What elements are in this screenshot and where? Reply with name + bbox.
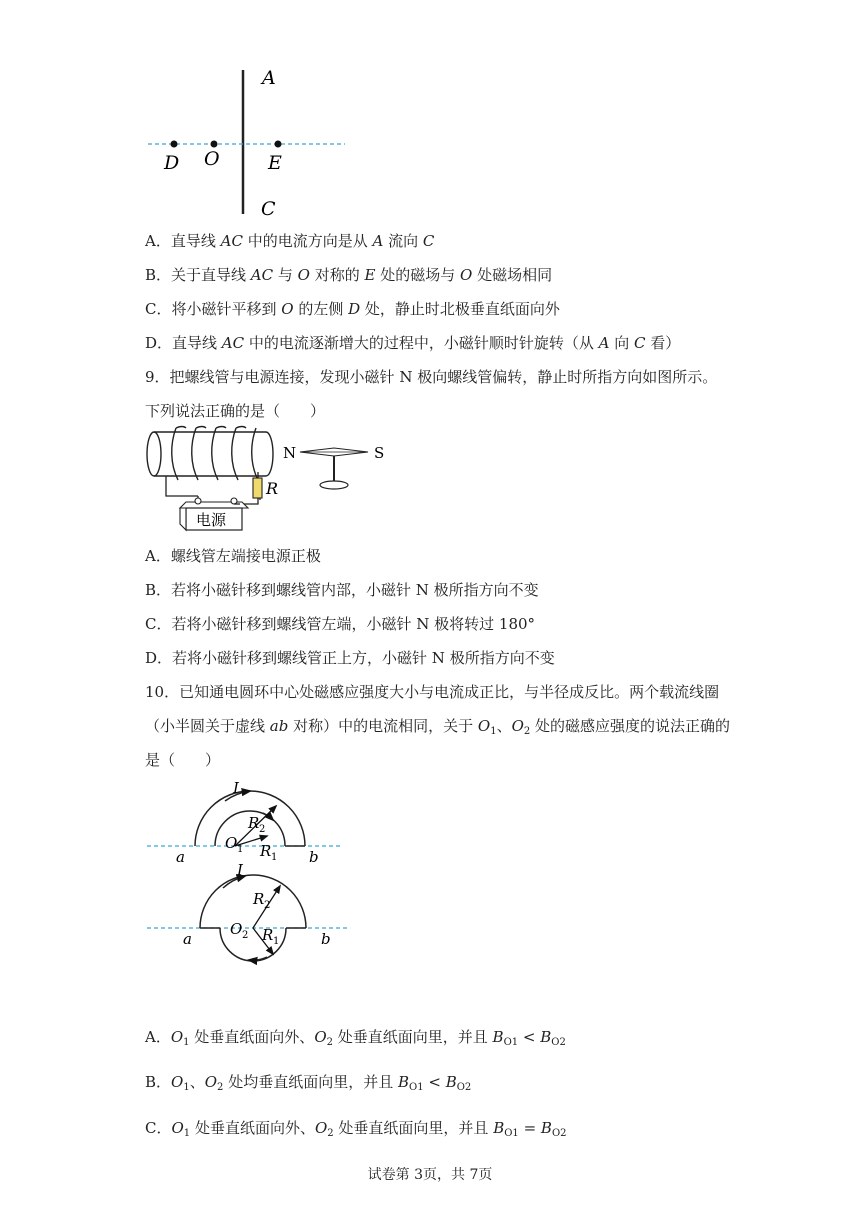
coils-diagram — [145, 776, 355, 976]
svg-text:O: O — [225, 834, 238, 852]
label-S: S — [374, 444, 385, 462]
point-O — [211, 141, 218, 148]
q9-stem-line2: 下列说法正确的是（ ） — [145, 402, 326, 420]
wire-diagram — [140, 62, 360, 222]
q10-a-formula: $B_{O1} < B_{O2}$ — [492, 1028, 566, 1048]
label-E: E — [268, 152, 282, 174]
q10-option-a: A．$O_1$ 处垂直纸面向外、$O_2$ 处垂直纸面向里，并且 $B_{O1} < B_{O2}$ — [145, 1028, 566, 1048]
power-supply-label: 电源 — [196, 511, 227, 529]
svg-text:2: 2 — [242, 930, 249, 941]
q9-option-c: C．若将小磁针移到螺线管左端，小磁针 N 极将转过 180° — [145, 615, 536, 633]
terminal-left — [195, 498, 201, 504]
svg-text:O: O — [230, 920, 243, 938]
solenoid-coils — [172, 427, 258, 481]
label-C: C — [261, 198, 276, 220]
svg-text:I: I — [237, 861, 243, 879]
q10-stem-line2: （小半圆关于虚线 ab 对称）中的电流相同，关于 $O_1$、$O_2$ 处的磁感应强度的说法正确的 — [145, 717, 731, 737]
svg-text:R: R — [262, 926, 274, 944]
q9-option-d: D．若将小磁针移到螺线管正上方，小磁针 N 极所指方向不变 — [145, 649, 555, 667]
terminal-right — [231, 498, 237, 504]
svg-text:1: 1 — [273, 936, 280, 947]
svg-text:I: I — [233, 779, 239, 797]
q10-option-b: B．$O_1$、$O_2$ 处均垂直纸面向里，并且 $B_{O1} < B_{O2}$ — [145, 1073, 472, 1093]
q10-stem-line3: 是（ ） — [145, 751, 221, 769]
label-R: R — [266, 479, 279, 498]
svg-text:a: a — [176, 848, 185, 866]
svg-text:b: b — [321, 930, 331, 948]
q9-option-b: B．若将小磁针移到螺线管内部，小磁针 N 极所指方向不变 — [145, 581, 539, 599]
point-D — [171, 141, 178, 148]
label-D: D — [164, 152, 180, 174]
q8-option-b: B．关于直导线 AC 与 O 对称的 E 处的磁场与 O 处磁场相同 — [145, 266, 553, 284]
point-E — [275, 141, 282, 148]
svg-text:a: a — [183, 930, 192, 948]
svg-text:1: 1 — [237, 844, 244, 855]
svg-text:R: R — [253, 890, 265, 908]
svg-text:R: R — [260, 842, 272, 860]
svg-text:2: 2 — [259, 824, 266, 835]
q8-option-c: C．将小磁针平移到 O 的左侧 D 处，静止时北极垂直纸面向外 — [145, 300, 560, 318]
compass-base — [320, 481, 348, 489]
label-O: O — [204, 148, 220, 170]
label-N: N — [283, 444, 297, 462]
q8-option-a: A．直导线 AC 中的电流方向是从 A 流向 C — [145, 232, 435, 250]
svg-text:2: 2 — [264, 900, 271, 911]
q10-stem-line1: 10．已知通电圆环中心处磁感应强度大小与电流成正比，与半径成反比。两个载流线圈 — [145, 683, 720, 701]
q9-option-a: A．螺线管左端接电源正极 — [145, 547, 321, 565]
q10-c-formula: $B_{O1} = B_{O2}$ — [493, 1119, 567, 1139]
resistor — [253, 478, 262, 498]
page-footer: 试卷第 3页，共 7页 — [367, 1167, 493, 1183]
power-supply-top — [180, 502, 248, 508]
q9-stem-line1: 9．把螺线管与电源连接，发现小磁针 N 极向螺线管偏转，静止时所指方向如图所示。 — [145, 368, 718, 386]
label-A: A — [262, 67, 276, 89]
circuit-wire-left — [166, 476, 198, 496]
solenoid-right-end — [266, 432, 273, 476]
svg-text:R: R — [248, 814, 260, 832]
q10-option-c: C．$O_1$ 处垂直纸面向外、$O_2$ 处垂直纸面向里，并且 $B_{O1} = B_{O2}$ — [145, 1119, 567, 1139]
q8-option-d: D．直导线 AC 中的电流逐渐增大的过程中，小磁针顺时针旋转（从 A 向 C 看） — [145, 334, 681, 352]
solenoid-left-end — [147, 432, 161, 476]
solenoid-diagram — [142, 424, 402, 534]
q10-b-formula: $B_{O1} < B_{O2}$ — [397, 1073, 472, 1093]
svg-text:1: 1 — [271, 852, 278, 863]
svg-text:b: b — [309, 848, 319, 866]
